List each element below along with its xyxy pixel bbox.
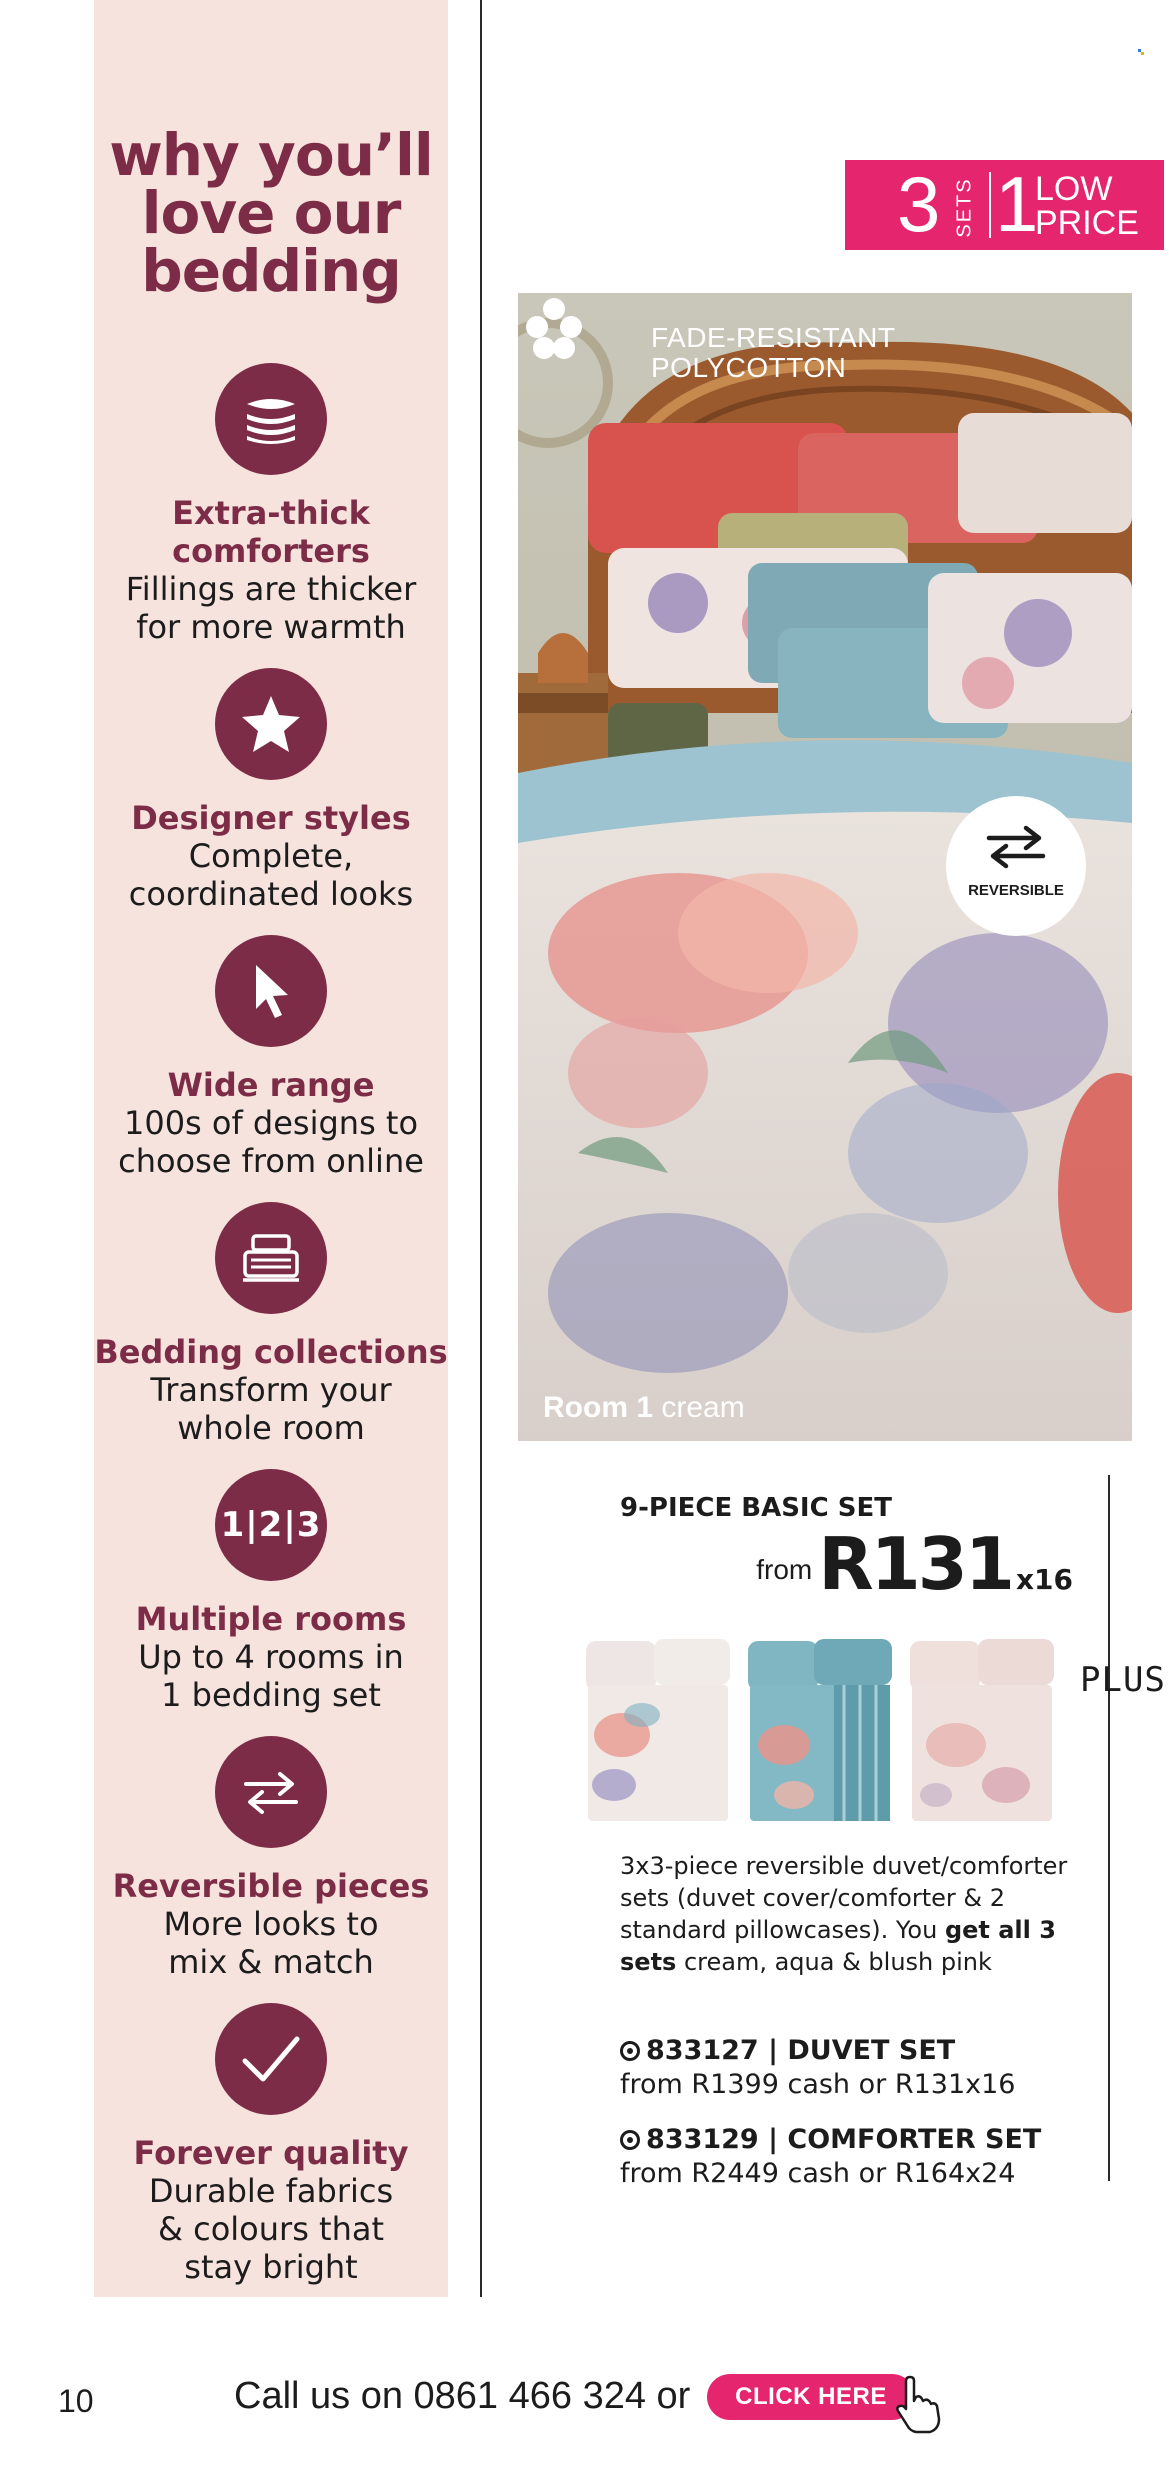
blush-pink-set-thumbnail[interactable] — [906, 1635, 1058, 1825]
badge-sets-count: 3 — [897, 160, 941, 248]
feature-description: Fillings are thicker for more warmth — [125, 570, 417, 646]
price-amount: R131 — [818, 1522, 1012, 1606]
feature-wide-range — [94, 935, 448, 1180]
cream-set-thumbnail[interactable] — [582, 1635, 734, 1825]
column-divider — [480, 0, 482, 2297]
feature-description: Transform your whole room — [150, 1371, 392, 1447]
panel-title — [94, 121, 448, 305]
feature-designer-styles — [94, 668, 448, 913]
feature-description: Durable fabrics & colours that stay bright — [148, 2172, 394, 2286]
call-us-text: Call us on 0861 466 324 or — [234, 2375, 691, 2417]
description-text: cream, aqua & blush pink — [676, 1948, 992, 1976]
set-thumbnails — [582, 1635, 1057, 1825]
order-code-icon — [620, 2130, 640, 2150]
feature-forever-quality — [94, 2003, 448, 2286]
feature-reversible-pieces — [94, 1736, 448, 1981]
price — [756, 1522, 1073, 1606]
feature-heading — [94, 494, 448, 570]
reversible-badge — [946, 796, 1086, 936]
click-here-button[interactable]: CLICK HERE — [707, 2374, 915, 2420]
comforter-set-item — [620, 2123, 1100, 2191]
feature-description: 100s of designs to choose from online — [118, 1104, 424, 1180]
badge-sets-text: SETS — [953, 177, 976, 238]
plus-label: PLUS — [1080, 1660, 1166, 1700]
room-colour: cream — [661, 1391, 745, 1424]
features-panel — [94, 0, 448, 2297]
feature-description: Up to 4 rooms in 1 bedding set — [138, 1638, 404, 1714]
numbers-123-label: 1|2|3 — [220, 1505, 322, 1545]
badge-divider — [989, 172, 991, 238]
feature-heading: Wide range — [167, 1066, 375, 1104]
feature-bedding-collections — [94, 1202, 448, 1447]
fade-resistant-line: FADE-RESISTANT — [651, 322, 896, 353]
feature-heading: Bedding collections — [94, 1333, 448, 1371]
badge-low: LOW — [1035, 170, 1113, 208]
badge-price-count: 1 — [995, 160, 1039, 248]
price-instalments: x16 — [1015, 1563, 1073, 1596]
fade-resistant-label — [651, 323, 896, 383]
offer-divider — [1108, 1475, 1110, 2181]
comforter-set-code: 833129 | COMFORTER SET — [646, 2124, 1042, 2155]
feature-multiple-rooms — [94, 1469, 448, 1714]
feature-heading: Forever quality — [133, 2134, 409, 2172]
product-photo — [518, 293, 1132, 1441]
feature-extra-thick — [94, 363, 448, 646]
badge-sets-label — [955, 168, 975, 244]
aqua-set-thumbnail[interactable] — [744, 1635, 896, 1825]
description-highlight: get all 3 sets — [620, 1916, 1056, 1976]
duvet-set-item — [620, 2034, 1100, 2102]
duvet-set-code: 833127 | DUVET SET — [646, 2035, 956, 2066]
panel-title-line: why you’ll — [109, 121, 433, 189]
star-icon — [215, 668, 327, 780]
description-text: 3x3-piece reversible duvet/comforter sets (duvet cover/comforter & 2 standard pillowcases). You — [620, 1852, 1068, 1944]
feature-heading-line: Extra-thick — [172, 494, 370, 532]
page-number: 10 — [58, 2383, 94, 2419]
numbers-123-icon — [215, 1469, 327, 1581]
set-title: 9-PIECE BASIC SET — [620, 1493, 892, 1523]
feature-description: More looks to mix & match — [163, 1905, 379, 1981]
panel-title-line: love our — [141, 179, 401, 247]
feature-heading: Designer styles — [131, 799, 411, 837]
pointing-hand-icon — [892, 2375, 948, 2435]
order-code-icon — [620, 2041, 640, 2061]
price-from: from — [756, 1554, 813, 1585]
polycotton-line: POLYCOTTON — [651, 352, 847, 383]
feature-heading: Reversible pieces — [112, 1867, 430, 1905]
layers-icon — [215, 363, 327, 475]
reverse-arrows-icon — [215, 1736, 327, 1848]
room-label — [543, 1391, 745, 1425]
three-sets-one-low-price-badge — [845, 160, 1164, 250]
feature-description: Complete, coordinated looks — [128, 837, 414, 913]
polycotton-hexagons-icon — [518, 293, 590, 365]
reversible-label: REVERSIBLE — [968, 882, 1064, 899]
corner-mark — [1138, 49, 1144, 55]
panel-title-line: bedding — [141, 237, 401, 305]
feature-heading-line: comforters — [172, 532, 370, 570]
duvet-set-price: from R1399 cash or R131x16 — [620, 2069, 1016, 2100]
feature-heading: Multiple rooms — [135, 1600, 407, 1638]
comforter-set-price: from R2449 cash or R164x24 — [620, 2158, 1016, 2189]
badge-low-price — [1035, 172, 1139, 240]
checkmark-icon — [215, 2003, 327, 2115]
cursor-icon — [215, 935, 327, 1047]
bedding-stack-icon — [215, 1202, 327, 1314]
room-name: Room 1 — [543, 1391, 654, 1424]
set-description — [620, 1850, 1090, 1978]
badge-price: PRICE — [1035, 204, 1139, 242]
reverse-arrows-icon — [981, 822, 1051, 872]
